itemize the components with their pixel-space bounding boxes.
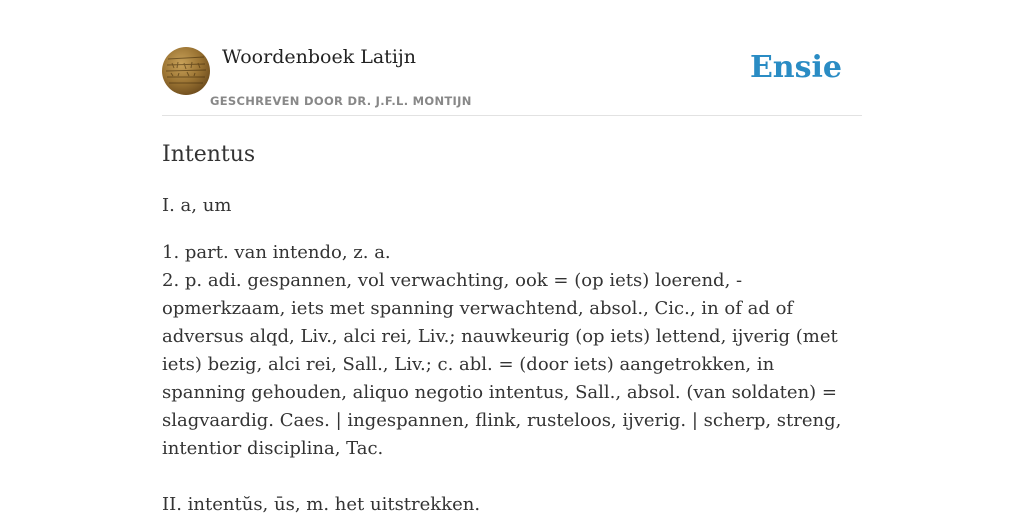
entry-title: Intentus [162, 142, 256, 167]
page [162, 0, 862, 519]
definition-1: 1. part. van intendo, z. a. [162, 242, 391, 263]
author-byline[interactable]: GESCHREVEN DOOR DR. J.F.L. MONTIJN [210, 94, 472, 108]
header [162, 0, 862, 116]
definition-2: 2. p. adi. gespannen, vol verwachting, ook = (op iets) loerend, - opmerkzaam, iets met spanning verwachtend, absol., Cic., in of ad of adversus alqd, Liv., alci rei, Liv.; nauwkeurig (op iets) lettend, ijverig (met iets) bezig, alci rei, Sall., Liv.; c. abl. = (door iets) aangetrokken, in spanning gehouden, aliquo negotio intentus, Sall., absol. (van soldaten) = slagvaardig. Caes. | ingespannen, flink, rusteloos, ijverig. | scherp, streng, intentior disciplina, Tac. [162, 270, 842, 459]
entry-content [162, 116, 862, 519]
ensie-logo-link[interactable]: Ensie [749, 50, 842, 85]
entry-paragraph-1: I. a, um [162, 195, 232, 216]
book-cover-icon[interactable] [162, 47, 210, 95]
entry-paragraph-3: II. intentŭs, ūs, m. het uitstrekken. [162, 494, 481, 515]
entry-paragraph-2 [162, 239, 862, 463]
book-title[interactable]: Woordenboek Latijn [222, 46, 417, 68]
